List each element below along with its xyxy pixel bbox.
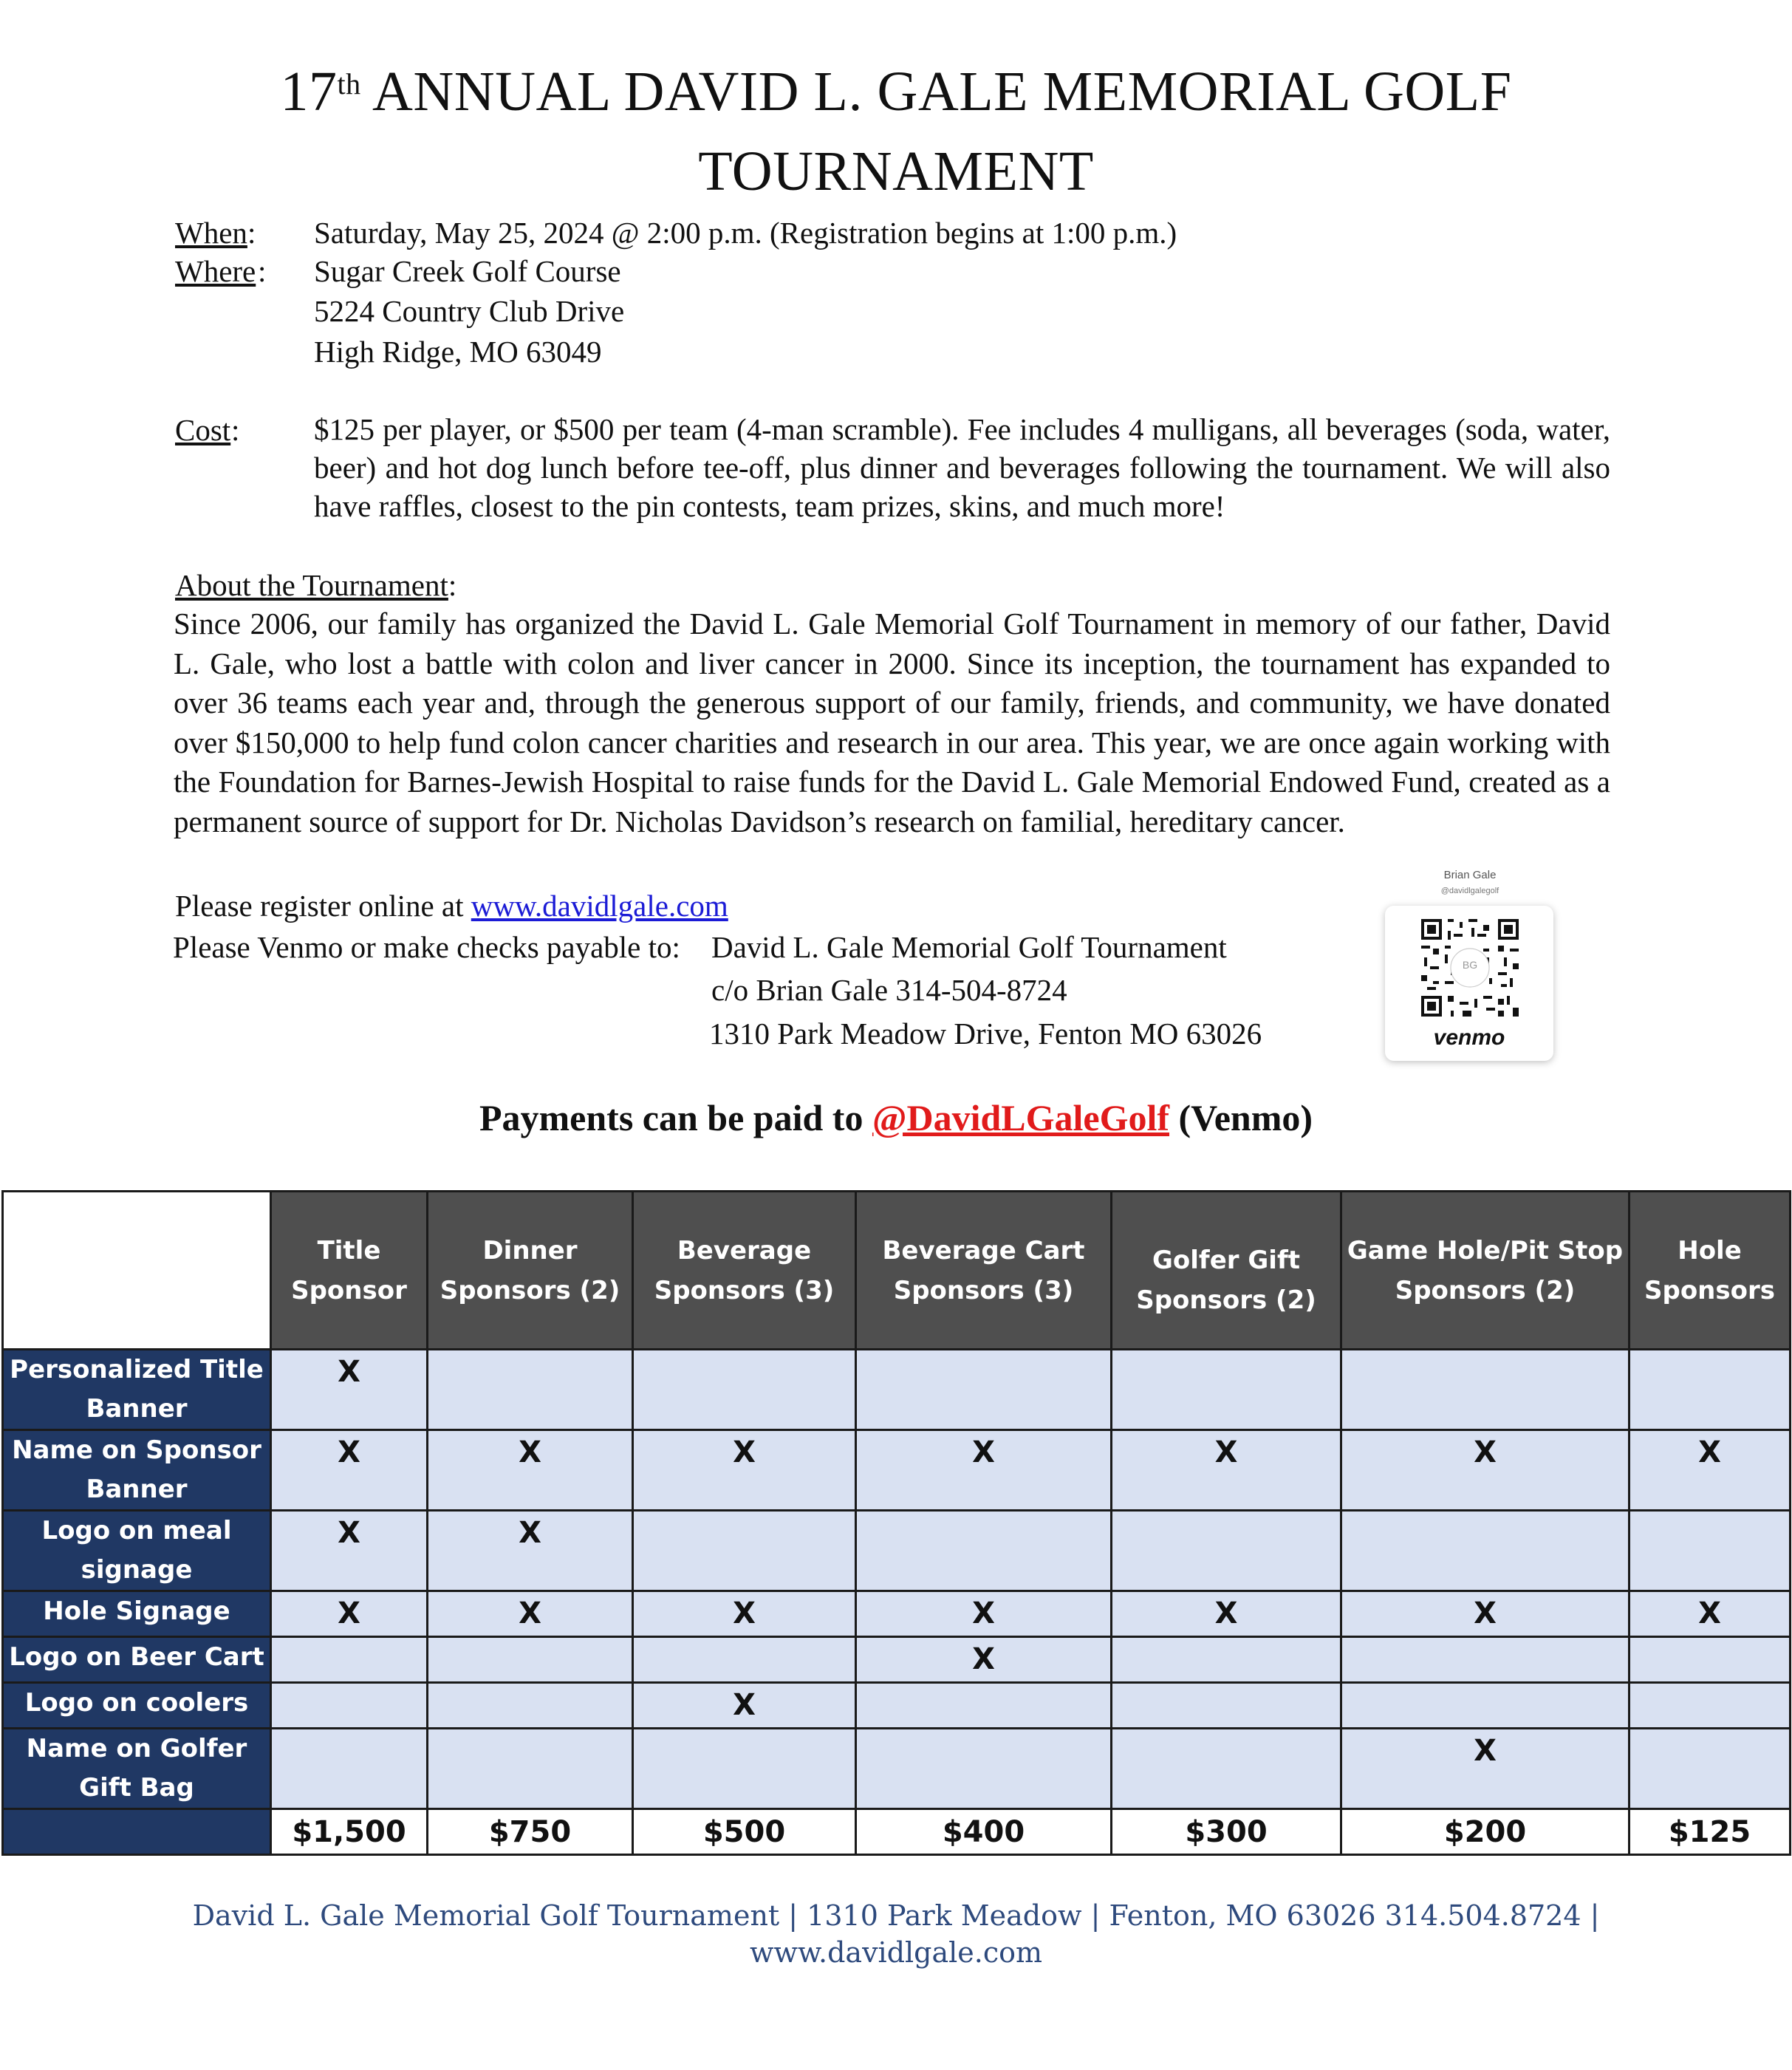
column-header: Title Sponsor: [271, 1192, 428, 1350]
benefit-cell: [271, 1683, 428, 1729]
benefit-cell: [1341, 1683, 1629, 1729]
price-cell: $500: [633, 1809, 856, 1855]
benefit-cell: [428, 1683, 633, 1729]
about-text: Since 2006, our family has organized the David L. Gale Memorial Golf Tournament in memory of our father, David L. Gale, who lost a battle with colon and liver cancer in 2000. Since its inception, the tournament has expanded to over 36 teams each year and, through the generous support of our family, friends, and community, we have donated over $150,000 to help fund colon cancer charities and research in our area. This year, we are once again working with the Foundation for Barnes-Jewish Hospital to raise funds for the David L. Gale Memorial Endowed Fund, created as a permanent source of support for Dr. Nicholas Davidson’s research on familial, hereditary cancer.: [174, 607, 1610, 838]
footer-website: www.davidlgale.com: [749, 1936, 1043, 1969]
benefit-cell: [856, 1511, 1112, 1591]
benefit-cell: X: [428, 1430, 633, 1511]
benefit-cell: X: [271, 1430, 428, 1511]
benefit-cell: X: [1629, 1591, 1791, 1637]
benefit-cell: X: [1341, 1729, 1629, 1809]
benefit-cell: X: [271, 1350, 428, 1430]
table-row: [3, 1430, 1791, 1511]
benefit-cell: X: [856, 1637, 1112, 1683]
benefit-cell: [1341, 1637, 1629, 1683]
title-line-1: [0, 52, 1792, 131]
benefit-cell: X: [271, 1591, 428, 1637]
benefit-cell: [633, 1511, 856, 1591]
benefit-cell: [428, 1350, 633, 1430]
row-label: Logo on meal signage: [3, 1511, 271, 1591]
website-link[interactable]: www.davidlgale.com: [471, 889, 728, 923]
price-cell: $750: [428, 1809, 633, 1855]
benefit-cell: X: [428, 1511, 633, 1591]
benefit-cell: [856, 1683, 1112, 1729]
benefit-cell: X: [633, 1591, 856, 1637]
when-label: When: [175, 216, 247, 250]
benefit-cell: [1629, 1350, 1791, 1430]
page-footer: [0, 1897, 1792, 1971]
table-row: [3, 1683, 1791, 1729]
benefit-cell: X: [1629, 1430, 1791, 1511]
benefit-cell: X: [633, 1430, 856, 1511]
title-line-1-text: ANNUAL DAVID L. GALE MEMORIAL GOLF: [360, 61, 1512, 123]
column-header: Hole Sponsors: [1629, 1192, 1791, 1350]
venmo-qr-card[interactable]: [1385, 906, 1553, 1061]
column-header: Golfer Gift Sponsors (2): [1112, 1192, 1341, 1350]
where-street: 5224 Country Club Drive: [314, 294, 625, 328]
where-city: High Ridge, MO 63049: [314, 335, 602, 369]
benefit-cell: [633, 1637, 856, 1683]
benefit-cell: [1112, 1511, 1341, 1591]
price-row-label: [3, 1809, 271, 1855]
benefit-cell: [271, 1637, 428, 1683]
title-ordinal-suffix: th: [337, 67, 361, 100]
price-cell: $400: [856, 1809, 1112, 1855]
column-header: Game Hole/Pit Stop Sponsors (2): [1341, 1192, 1629, 1350]
venmo-handle-link[interactable]: @DavidLGaleGolf: [872, 1097, 1170, 1138]
price-row: [3, 1809, 1791, 1855]
column-header: Beverage Sponsors (3): [633, 1192, 856, 1350]
benefit-cell: X: [1341, 1430, 1629, 1511]
benefit-cell: [856, 1350, 1112, 1430]
column-header: Dinner Sponsors (2): [428, 1192, 633, 1350]
benefit-cell: [633, 1729, 856, 1809]
price-cell: $1,500: [271, 1809, 428, 1855]
register-line: [175, 886, 728, 926]
payments-line: [0, 1092, 1792, 1144]
benefit-cell: [1112, 1729, 1341, 1809]
payable-name: David L. Gale Memorial Golf Tournament: [711, 930, 1227, 964]
venmo-account-handle: @davidlgalegolf: [1440, 887, 1499, 895]
benefit-cell: [428, 1729, 633, 1809]
benefit-cell: [1112, 1637, 1341, 1683]
register-prefix: Please register online at: [175, 889, 471, 923]
benefit-cell: [428, 1637, 633, 1683]
column-header: Beverage Cart Sponsors (3): [856, 1192, 1112, 1350]
benefit-cell: [1112, 1350, 1341, 1430]
venmo-account-name: Brian Gale: [1443, 869, 1497, 881]
benefit-cell: [1112, 1683, 1341, 1729]
cost-text: $125 per player, or $500 per team (4-man scramble). Fee includes 4 mulligans, all beverages (soda, water, beer) and hot dog lunch before tee-off, plus dinner and beverages following the tournament. We will also have raffles, closest to the pin contests, team prizes, skins, and much more!: [314, 412, 1610, 523]
benefit-cell: [633, 1350, 856, 1430]
benefit-cell: X: [1112, 1430, 1341, 1511]
table-header-row: [3, 1192, 1791, 1350]
benefit-cell: [271, 1729, 428, 1809]
benefit-cell: [1629, 1729, 1791, 1809]
benefit-cell: X: [856, 1591, 1112, 1637]
benefit-cell: X: [856, 1430, 1112, 1511]
payments-prefix: Payments can be paid to: [479, 1097, 872, 1138]
benefit-cell: X: [271, 1511, 428, 1591]
row-label: Personalized Title Banner: [3, 1350, 271, 1430]
row-label: Name on Golfer Gift Bag: [3, 1729, 271, 1809]
venmo-logo: venmo: [1433, 1025, 1505, 1050]
title-line-2: TOURNAMENT: [698, 140, 1094, 202]
row-label: Logo on Beer Cart: [3, 1637, 271, 1683]
row-label: Name on Sponsor Banner: [3, 1430, 271, 1511]
benefit-cell: [856, 1729, 1112, 1809]
table-row: [3, 1350, 1791, 1430]
table-row: [3, 1729, 1791, 1809]
payable-address: 1310 Park Meadow Drive, Fenton MO 63026: [709, 1017, 1262, 1051]
benefit-cell: X: [1112, 1591, 1341, 1637]
table-corner-cell: [3, 1192, 271, 1350]
table-row: [3, 1637, 1791, 1683]
benefit-cell: [1341, 1350, 1629, 1430]
sponsorship-table: [1, 1190, 1791, 1856]
row-label: Hole Signage: [3, 1591, 271, 1637]
price-cell: $125: [1629, 1809, 1791, 1855]
page-title: [0, 52, 1792, 211]
cost-label: Cost: [175, 413, 231, 447]
payable-care-of: c/o Brian Gale 314-504-8724: [711, 973, 1067, 1007]
when-value: Saturday, May 25, 2024 @ 2:00 p.m. (Registration begins at 1:00 p.m.): [314, 216, 1177, 250]
benefit-cell: [1341, 1511, 1629, 1591]
benefit-cell: X: [633, 1683, 856, 1729]
benefit-cell: [1629, 1511, 1791, 1591]
benefit-cell: [1629, 1637, 1791, 1683]
payments-suffix: (Venmo): [1169, 1097, 1313, 1138]
payable-prefix: Please Venmo or make checks payable to:: [173, 930, 680, 964]
about-heading: About the Tournament:: [175, 568, 457, 602]
qr-initials: BG: [1462, 959, 1478, 971]
title-number: 17: [280, 61, 338, 123]
benefit-cell: [1629, 1683, 1791, 1729]
price-cell: $300: [1112, 1809, 1341, 1855]
benefit-cell: X: [428, 1591, 633, 1637]
where-label: Where: [175, 254, 256, 288]
row-label: Logo on coolers: [3, 1683, 271, 1729]
table-row: [3, 1511, 1791, 1591]
benefit-cell: X: [1341, 1591, 1629, 1637]
where-venue: Sugar Creek Golf Course: [314, 254, 621, 288]
footer-line-1: David L. Gale Memorial Golf Tournament | 1310 Park Meadow | Fenton, MO 63026 314.504.8724 |: [192, 1899, 1600, 1932]
table-row: [3, 1591, 1791, 1637]
price-cell: $200: [1341, 1809, 1629, 1855]
